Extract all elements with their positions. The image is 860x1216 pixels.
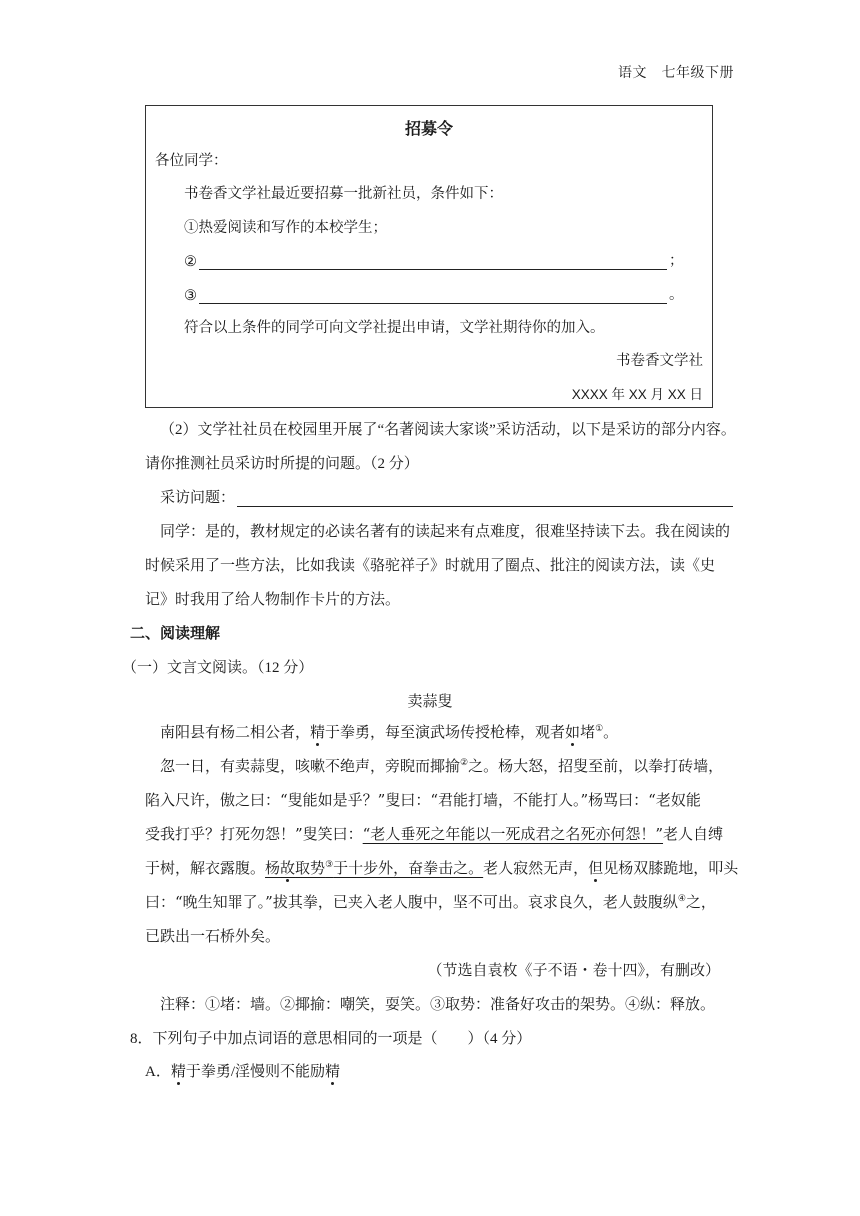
condition-3-end: 。 <box>669 287 684 303</box>
dotted-word: 精 <box>325 1064 341 1080</box>
recruitment-notice-box <box>145 105 713 408</box>
option-label: A． <box>145 1064 171 1080</box>
notice-condition-3 <box>184 283 684 304</box>
subsection-classical-chinese: （一）文言文阅读。（12 分） <box>122 660 314 676</box>
student-answer-line-2: 时候采用了一些方法，比如我读《骆驼祥子》时就用了圈点、批注的阅读方法，读《史 <box>145 558 716 574</box>
interview-question-label: 采访问题： <box>160 490 236 506</box>
notice-condition-2 <box>184 249 684 270</box>
option-text: 于拳勇/淫慢则不能励 <box>185 1064 326 1080</box>
passage-text: 曰：“晚生知罪了。”拔其拳，已夹入老人腹中，坚不可出。哀求良久，老人鼓腹纵 <box>145 893 678 911</box>
passage-text: 。 <box>603 723 619 741</box>
passage-text: 之， <box>685 893 716 911</box>
condition-3-number: ③ <box>184 288 197 304</box>
page-header: 语文 七年级下册 <box>618 65 734 81</box>
underlined-text: 杨 <box>265 859 281 877</box>
condition-2-number: ② <box>184 254 197 270</box>
dotted-word: 如 <box>565 723 581 741</box>
dotted-word: 精 <box>170 1064 186 1080</box>
passage-line-6 <box>145 891 716 912</box>
footnote-marker: ② <box>460 758 469 768</box>
question-8-stem: 8．下列句子中加点词语的意思相同的一项是（ ）（4 分） <box>130 1031 532 1047</box>
student-answer-line-1: 同学：是的，教材规定的必读名著有的读起来有点难度，很难坚持读下去。我在阅读的 <box>160 524 731 540</box>
student-answer-line-3: 记》时我用了给人物制作卡片的方法。 <box>145 592 401 608</box>
passage-text: 于拳勇，每至演武场传授枪棒，观者 <box>325 723 566 741</box>
question-2-line-1: （2）文学社社员在校园里开展了“名著阅读大家谈”采访活动，以下是采访的部分内容。 <box>160 422 736 438</box>
notice-date: XXXX 年 XX 月 XX 日 <box>571 387 703 402</box>
dotted-word: 故 <box>280 859 296 877</box>
interview-question-row <box>160 486 735 507</box>
passage-text: 老人寂然无声， <box>483 859 589 877</box>
passage-line-3: 陷入尺许，傲之曰：“叟能如是乎？”叟曰：“君能打墙，不能打人。”杨骂曰：“老奴能 <box>145 791 701 809</box>
passage-paragraph-1 <box>160 721 618 742</box>
passage-text: 忽一日，有卖蒜叟，咳嗽不绝声，旁睨而揶揄 <box>160 757 461 775</box>
underlined-sentence: “老人垂死之年能以一死成君之名死亦何怨！” <box>362 825 664 843</box>
condition-3-blank[interactable] <box>199 289 667 304</box>
dotted-word: 但 <box>588 859 604 877</box>
passage-text: 南阳县有杨二相公者， <box>160 723 311 741</box>
notice-signature: 书卷香文学社 <box>616 353 703 369</box>
notice-title: 招募令 <box>404 119 453 138</box>
underlined-text: 于十步外，奋拳击之。 <box>333 859 484 877</box>
question-2-line-2: 请你推测社员采访时所提的问题。（2 分） <box>145 456 419 472</box>
passage-source: （节选自袁枚《子不语・卷十四》，有删改） <box>427 961 720 979</box>
question-8-option-a[interactable] <box>145 1060 340 1081</box>
passage-text: 受我打乎？打死勿怨！”叟笑曰： <box>145 825 363 843</box>
dotted-word: 精 <box>310 723 326 741</box>
passage-line-5 <box>145 857 738 878</box>
passage-text: 于树，解衣露腹。 <box>145 859 266 877</box>
footnote-marker: ③ <box>325 860 334 870</box>
passage-notes: 注释：①堵：墙。②揶揄：嘲笑，耍笑。③取势：准备好攻击的架势。④纵：释放。 <box>160 997 716 1013</box>
notice-intro: 书卷香文学社最近要招募一批新社员，条件如下： <box>184 186 503 202</box>
passage-text: 见杨双膝跪地，叩头 <box>603 859 739 877</box>
passage-line-2 <box>160 755 723 776</box>
section-reading-comprehension: 二、阅读理解 <box>130 625 221 642</box>
passage-text: 老人自缚 <box>663 825 724 843</box>
passage-title: 卖蒜叟 <box>407 694 453 710</box>
footnote-marker: ④ <box>677 894 686 904</box>
interview-question-blank[interactable] <box>237 492 733 507</box>
notice-greeting: 各位同学： <box>155 153 228 169</box>
passage-line-7: 已跌出一石桥外矣。 <box>145 927 281 945</box>
passage-text: 之。杨大怒，招叟至前，以拳打砖墙， <box>468 757 724 775</box>
underlined-text: 取势 <box>295 859 326 877</box>
condition-2-end: ； <box>669 253 684 269</box>
footnote-marker: ① <box>595 724 604 734</box>
passage-text: 堵 <box>580 723 596 741</box>
notice-condition-1: ①热爱阅读和写作的本校学生； <box>184 220 387 236</box>
notice-closing: 符合以上条件的同学可向文学社提出申请，文学社期待你的加入。 <box>184 320 605 336</box>
condition-2-blank[interactable] <box>199 255 667 270</box>
passage-line-4 <box>145 823 723 844</box>
underlined-sentence <box>265 859 483 877</box>
